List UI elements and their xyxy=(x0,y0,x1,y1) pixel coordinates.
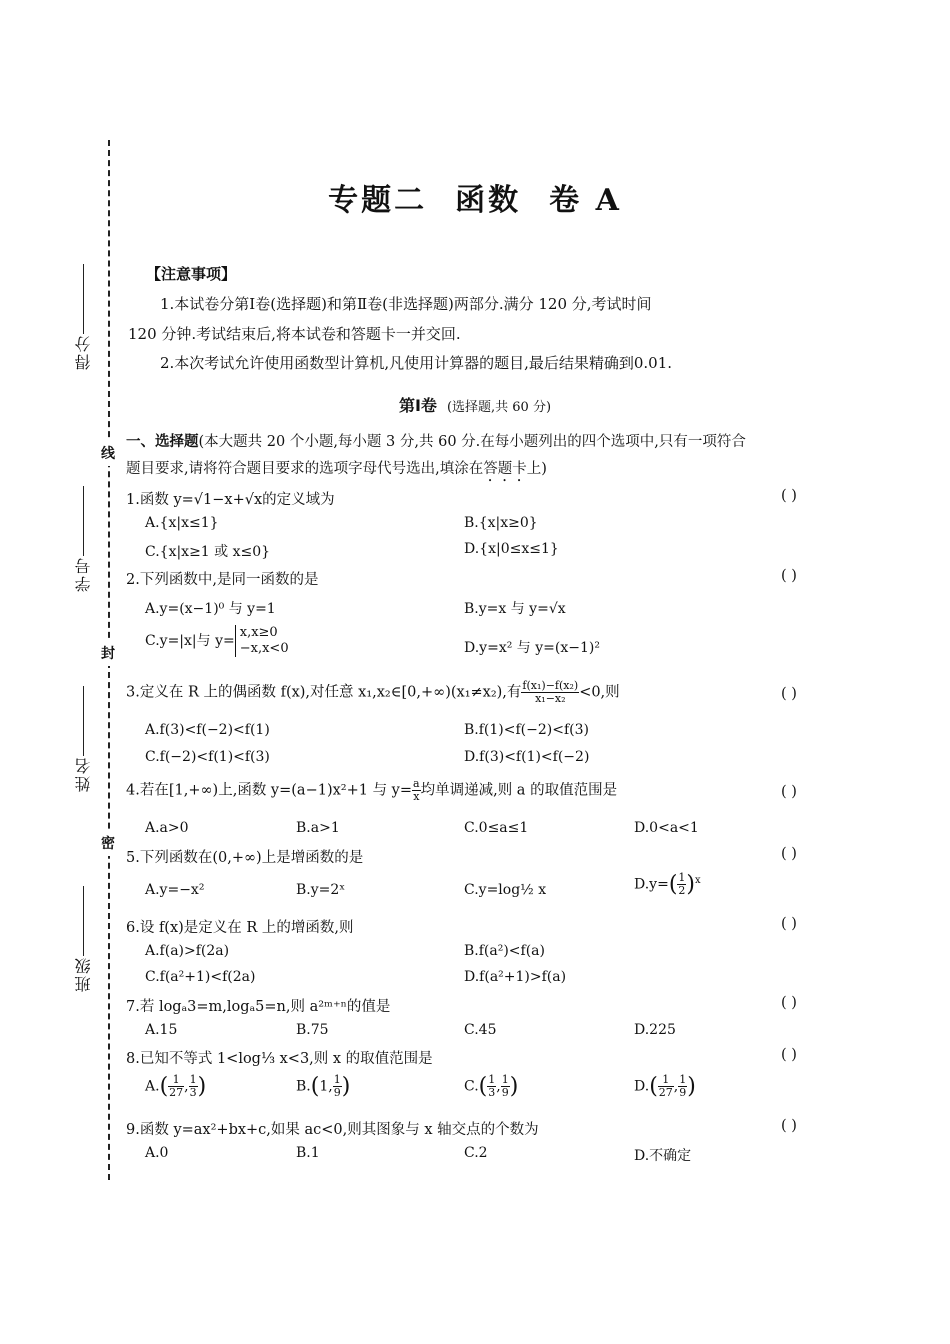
answer-paren-9[interactable]: ( ) xyxy=(781,1118,797,1134)
question-6: 6.设 f(x)是定义在 R 上的增函数,则 xyxy=(126,920,354,936)
q5-d-den: 2 xyxy=(678,884,686,897)
margin-mark-line: 线 xyxy=(94,440,122,466)
q9-option-a[interactable]: A.0 xyxy=(145,1145,169,1161)
part-one-desc-line-2 xyxy=(126,457,547,485)
question-9: 9.函数 y=ax²+bx+c,如果 ac<0,则其图象与 x 轴交点的个数为 xyxy=(126,1122,539,1138)
name-label: 姓名 xyxy=(74,756,93,792)
class-label: 班级 xyxy=(74,956,93,992)
q5-d-prefix: D.y= xyxy=(634,876,669,893)
answer-paren-1[interactable]: ( ) xyxy=(781,488,797,504)
q2-option-d[interactable]: D.y=x² 与 y=(x−1)² xyxy=(464,640,600,656)
margin-mark-seal: 封 xyxy=(94,640,122,666)
q5-option-b[interactable]: B.y=2ˣ xyxy=(296,882,346,898)
question-5: 5.下列函数在(0,+∞)上是增函数的是 xyxy=(126,850,364,866)
section-title xyxy=(0,393,950,416)
q4-text-a: 4.若在[1,+∞)上,函数 y=(a−1)x²+1 与 y= xyxy=(126,782,413,799)
q1-option-c[interactable]: C.{x|x≥1 或 x≤0} xyxy=(145,544,271,560)
notice-item-1-line-2: 120 分钟.考试结束后,将本试卷和答题卡一并交回. xyxy=(128,325,461,343)
question-2: 2.下列函数中,是同一函数的是 xyxy=(126,572,319,588)
q3-tail: <0,则 xyxy=(579,684,620,701)
question-4 xyxy=(126,778,617,803)
q3-option-b[interactable]: B.f(1)<f(−2)<f(3) xyxy=(464,722,589,738)
question-1: 1.函数 y=√1−x+√x的定义域为 xyxy=(126,492,335,508)
q3-option-a[interactable]: A.f(3)<f(−2)<f(1) xyxy=(145,722,270,738)
q3-text: 3.定义在 R 上的偶函数 f(x),对任意 x₁,x₂∈[0,+∞)(x₁≠x₂),有 xyxy=(126,684,522,701)
q1-option-b[interactable]: B.{x|x≥0} xyxy=(464,515,538,531)
q3-option-d[interactable]: D.f(3)<f(1)<f(−2) xyxy=(464,749,590,765)
answer-paren-8[interactable]: ( ) xyxy=(781,1047,797,1063)
section-name: 第Ⅰ卷 xyxy=(398,396,437,415)
q4-option-a[interactable]: A.a>0 xyxy=(145,820,189,836)
section-note: (选择题,共 60 分) xyxy=(446,400,552,415)
answer-paren-4[interactable]: ( ) xyxy=(781,784,797,800)
answer-paren-5[interactable]: ( ) xyxy=(781,846,797,862)
piecewise-case-1: x,x≥0 xyxy=(239,625,278,640)
q6-option-c[interactable]: C.f(a²+1)<f(2a) xyxy=(145,969,256,985)
q4-option-c[interactable]: C.0≤a≤1 xyxy=(464,820,529,836)
piecewise-case-2: −x,x<0 xyxy=(239,641,289,656)
title-subject: 函数 xyxy=(455,183,522,218)
q7-option-d[interactable]: D.225 xyxy=(634,1022,676,1038)
student-id-blank xyxy=(83,486,84,556)
notice-item-2: 2.本次考试允许使用函数型计算机,凡使用计算器的题目,最后结果精确到0.01. xyxy=(160,354,673,372)
q5-option-d[interactable]: D.y=( $\frac{1}{2}$ )$^x$ xyxy=(634,871,701,897)
answer-paren-6[interactable]: ( ) xyxy=(781,916,797,932)
notice-item-1-line-1: 1.本试卷分第Ⅰ卷(选择题)和第Ⅱ卷(非选择题)两部分.满分 120 分,考试时间 xyxy=(160,295,652,313)
part-one-desc-line-1 xyxy=(126,430,746,451)
student-id-label: 学号 xyxy=(74,556,93,592)
part-one-heading: 一、选择题 xyxy=(126,434,199,450)
margin-mark-secret: 密 xyxy=(94,830,122,856)
name-field xyxy=(72,680,95,792)
q1-option-d[interactable]: D.{x|0≤x≤1} xyxy=(464,541,559,557)
q6-option-d[interactable]: D.f(a²+1)>f(a) xyxy=(464,969,567,985)
title-topic: 专题二 xyxy=(328,183,428,218)
score-label: 得分 xyxy=(74,334,93,370)
question-8: 8.已知不等式 1<log⅓ x<3,则 x 的取值范围是 xyxy=(126,1051,433,1067)
q5-option-c[interactable]: C.y=log½ x xyxy=(464,882,547,898)
score-blank xyxy=(83,264,84,334)
answer-paren-3[interactable]: ( ) xyxy=(781,686,797,702)
q4-option-b[interactable]: B.a>1 xyxy=(296,820,340,836)
q3-frac-num: f(x₁)−f(x₂) xyxy=(522,679,579,692)
class-blank xyxy=(83,886,84,956)
q6-option-b[interactable]: B.f(a²)<f(a) xyxy=(464,943,545,959)
q7-option-a[interactable]: A.15 xyxy=(145,1022,178,1038)
q3-fraction xyxy=(521,680,579,705)
q2-option-b[interactable]: B.y=x 与 y=√x xyxy=(464,601,566,617)
q6-option-a[interactable]: A.f(a)>f(2a) xyxy=(145,943,230,959)
question-3 xyxy=(126,680,620,705)
part-one-desc-2b: 答题卡 xyxy=(483,461,527,477)
part-one-desc-2a: 题目要求,请将符合题目要求的选项字母代号选出,填涂在 xyxy=(126,461,484,477)
q7-option-c[interactable]: C.45 xyxy=(464,1022,497,1038)
title-version: 卷 A xyxy=(549,183,622,218)
part-one-desc-1: (本大题共 20 个小题,每小题 3 分,共 60 分.在每小题列出的四个选项中,只有一项符合 xyxy=(198,434,746,450)
name-blank xyxy=(83,686,84,756)
class-field xyxy=(72,880,95,992)
q3-frac-den: x₁−x₂ xyxy=(535,692,566,705)
q5-d-exp: x xyxy=(695,874,701,886)
q4-fraction xyxy=(412,778,421,803)
notice-heading: 【注意事项】 xyxy=(146,265,237,283)
q8-option-d[interactable]: D.( $\frac{1}{27}$ , $\frac{1}{9}$ ) xyxy=(634,1073,696,1099)
q4-text-b: 均单调递减,则 a 的取值范围是 xyxy=(420,782,618,799)
q8-option-c[interactable]: C.( $\frac{1}{3}$ , $\frac{1}{9}$ ) xyxy=(464,1073,519,1099)
answer-paren-2[interactable]: ( ) xyxy=(781,568,797,584)
q1-option-a[interactable]: A.{x|x≤1} xyxy=(145,515,219,531)
score-field xyxy=(72,258,95,370)
q4-option-d[interactable]: D.0<a<1 xyxy=(634,820,699,836)
q5-d-num: 1 xyxy=(678,871,686,884)
answer-paren-7[interactable]: ( ) xyxy=(781,995,797,1011)
student-id-field xyxy=(72,480,95,592)
q5-option-a[interactable]: A.y=−x² xyxy=(145,882,205,898)
q4-frac-den: x xyxy=(413,790,420,803)
part-one-desc-2c: 上) xyxy=(526,461,547,477)
q9-option-c[interactable]: C.2 xyxy=(464,1145,488,1161)
q7-option-b[interactable]: B.75 xyxy=(296,1022,329,1038)
piecewise-brace xyxy=(235,625,289,657)
q4-frac-num: a xyxy=(413,777,420,790)
page-title xyxy=(0,175,950,219)
q2-option-c-text: C.y=|x|与 y= xyxy=(145,633,235,649)
q2-option-c[interactable] xyxy=(145,625,289,657)
q8-option-b[interactable]: B.(1, $\frac{1}{9}$ ) xyxy=(296,1073,351,1099)
q9-option-b[interactable]: B.1 xyxy=(296,1145,320,1161)
q8-option-a[interactable]: A.( $\frac{1}{27}$ , $\frac{1}{3}$ ) xyxy=(145,1073,207,1099)
q9-option-d[interactable]: D.不确定 xyxy=(634,1148,692,1164)
q3-option-c[interactable]: C.f(−2)<f(1)<f(3) xyxy=(145,749,270,765)
question-7: 7.若 logₐ3=m,logₐ5=n,则 a²ᵐ⁺ⁿ的值是 xyxy=(126,999,391,1015)
q2-option-a[interactable]: A.y=(x−1)⁰ 与 y=1 xyxy=(145,601,276,617)
